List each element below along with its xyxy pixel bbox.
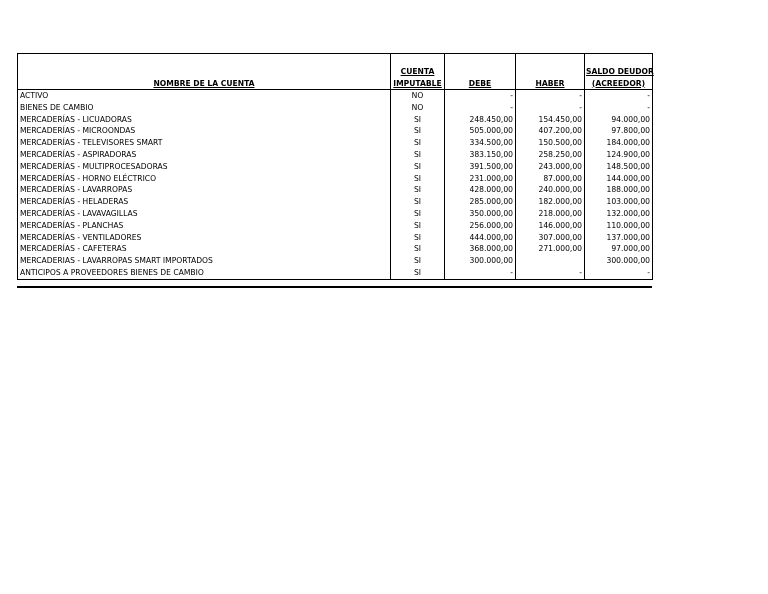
table-row [18,90,653,102]
cell-saldo: 300.000,00 [585,255,653,267]
cell-account-name: MERCADERÍAS - TELEVISORES SMART [18,137,391,149]
ledger-header [18,54,653,90]
table-row [18,161,653,173]
column-header-debe: DEBE [445,54,516,90]
table-row [18,137,653,149]
cell-saldo: - [585,267,653,279]
table-row [18,220,653,232]
cell-debe: - [445,90,516,102]
cell-saldo: 103.000,00 [585,196,653,208]
table-row [18,173,653,185]
cell-imputable: SI [391,173,445,185]
table-row [18,125,653,137]
cell-account-name: MERCADERÍAS - MULTIPROCESADORAS [18,161,391,173]
cell-haber: 271.000,00 [516,243,585,255]
column-header-saldo: SALDO DEUDOR (ACREEDOR) [585,54,653,90]
cell-account-name: BIENES DE CAMBIO [18,102,391,114]
cell-haber: 407.200,00 [516,125,585,137]
cell-imputable: SI [391,208,445,220]
cell-account-name: MERCADERIAS - LAVARROPAS SMART IMPORTADOS [18,255,391,267]
cell-imputable: SI [391,114,445,126]
cell-account-name: MERCADERÍAS - LICUADORAS [18,114,391,126]
cell-haber: 307.000,00 [516,232,585,244]
cell-imputable: SI [391,161,445,173]
cell-haber: 243.000,00 [516,161,585,173]
cell-haber: 218.000,00 [516,208,585,220]
cell-saldo: 97.800,00 [585,125,653,137]
cell-haber: - [516,267,585,279]
cell-debe: - [445,267,516,279]
cell-debe: 248.450,00 [445,114,516,126]
bottom-rule [17,286,652,288]
cell-debe: 383.150,00 [445,149,516,161]
cell-saldo: 144.000,00 [585,173,653,185]
cell-haber: 146.000,00 [516,220,585,232]
cell-account-name: ACTIVO [18,90,391,102]
cell-account-name: ANTICIPOS A PROVEEDORES BIENES DE CAMBIO [18,267,391,279]
cell-account-name: MERCADERÍAS - LAVARROPAS [18,184,391,196]
cell-imputable: SI [391,184,445,196]
cell-imputable: SI [391,267,445,279]
header-row [18,54,653,90]
cell-debe: 350.000,00 [445,208,516,220]
cell-imputable: NO [391,102,445,114]
table-row [18,208,653,220]
cell-debe: 285.000,00 [445,196,516,208]
ledger-table [17,53,653,280]
cell-haber: 240.000,00 [516,184,585,196]
cell-imputable: SI [391,125,445,137]
ledger-sheet [17,53,652,280]
cell-imputable: SI [391,232,445,244]
cell-haber: 87.000,00 [516,173,585,185]
cell-haber: - [516,90,585,102]
ledger-body [18,90,653,280]
cell-haber: 258.250,00 [516,149,585,161]
cell-account-name: MERCADERÍAS - PLANCHAS [18,220,391,232]
cell-imputable: SI [391,196,445,208]
cell-imputable: SI [391,255,445,267]
cell-debe: 428.000,00 [445,184,516,196]
cell-saldo: 132.000,00 [585,208,653,220]
cell-saldo: 184.000,00 [585,137,653,149]
cell-saldo: 188.000,00 [585,184,653,196]
cell-account-name: MERCADERÍAS - CAFETERAS [18,243,391,255]
cell-haber: - [516,102,585,114]
cell-imputable: SI [391,243,445,255]
cell-account-name: MERCADERÍAS - VENTILADORES [18,232,391,244]
cell-saldo: - [585,102,653,114]
cell-saldo: 124.900,00 [585,149,653,161]
cell-debe: 391.500,00 [445,161,516,173]
cell-haber: 154.450,00 [516,114,585,126]
cell-debe: 256.000,00 [445,220,516,232]
column-header-imputable: CUENTA IMPUTABLE [391,54,445,90]
cell-account-name: MERCADERÍAS - ASPIRADORAS [18,149,391,161]
column-header-haber: HABER [516,54,585,90]
table-row [18,196,653,208]
cell-debe: 300.000,00 [445,255,516,267]
cell-saldo: 97.000,00 [585,243,653,255]
cell-saldo: - [585,90,653,102]
table-row [18,243,653,255]
table-row [18,114,653,126]
cell-imputable: SI [391,220,445,232]
cell-debe: 368.000,00 [445,243,516,255]
column-header-name: NOMBRE DE LA CUENTA [18,54,391,90]
table-row [18,149,653,161]
cell-imputable: SI [391,149,445,161]
cell-account-name: MERCADERÍAS - HORNO ELÉCTRICO [18,173,391,185]
cell-haber: 182.000,00 [516,196,585,208]
cell-saldo: 137.000,00 [585,232,653,244]
cell-debe: - [445,102,516,114]
table-row [18,255,653,267]
table-row [18,232,653,244]
table-row [18,184,653,196]
cell-saldo: 148.500,00 [585,161,653,173]
cell-debe: 444.000,00 [445,232,516,244]
cell-account-name: MERCADERÍAS - MICROONDAS [18,125,391,137]
cell-saldo: 94.000,00 [585,114,653,126]
cell-imputable: NO [391,90,445,102]
cell-haber [516,255,585,267]
cell-imputable: SI [391,137,445,149]
cell-account-name: MERCADERÍAS - LAVAVAGILLAS [18,208,391,220]
table-row [18,267,653,279]
cell-debe: 505.000,00 [445,125,516,137]
cell-account-name: MERCADERÍAS - HELADERAS [18,196,391,208]
cell-saldo: 110.000,00 [585,220,653,232]
cell-debe: 334.500,00 [445,137,516,149]
table-row [18,102,653,114]
cell-haber: 150.500,00 [516,137,585,149]
cell-debe: 231.000,00 [445,173,516,185]
